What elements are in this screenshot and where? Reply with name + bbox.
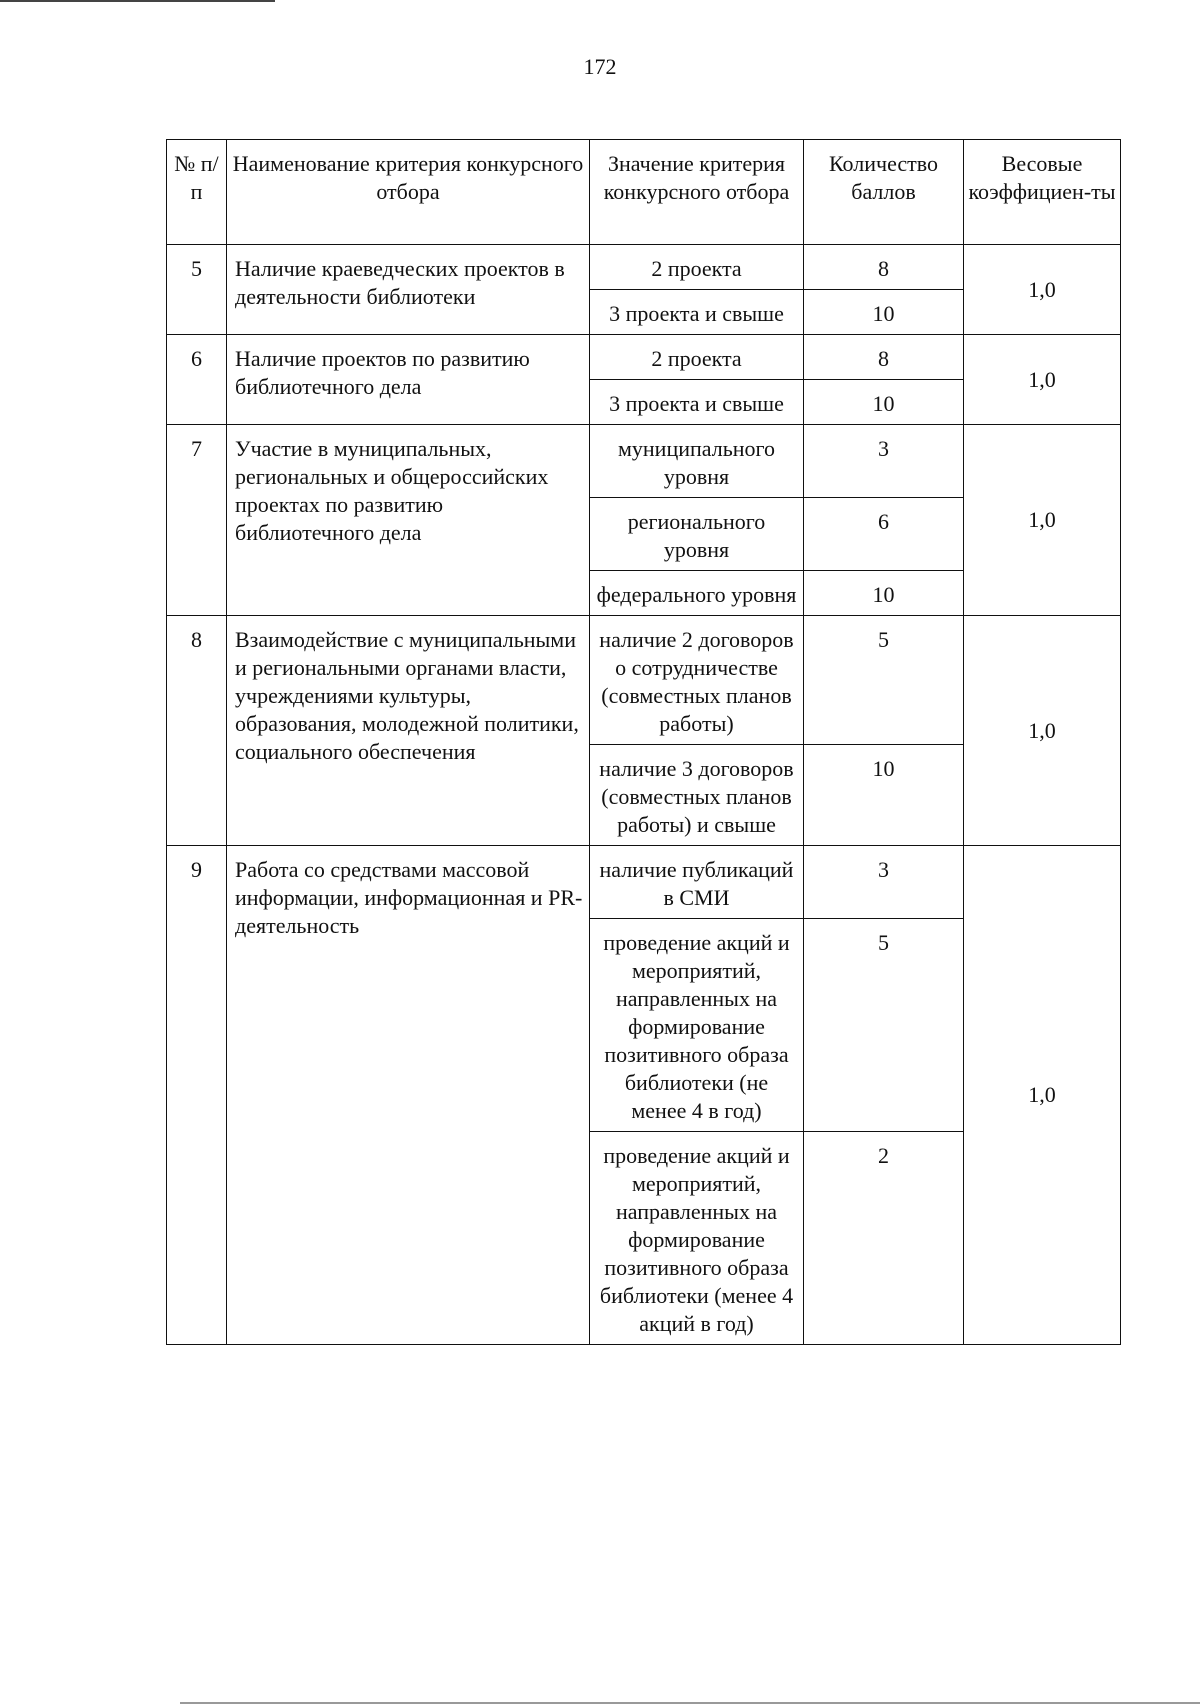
criterion-value: наличие 3 договоров (совместных планов работы) и свыше <box>590 745 804 846</box>
weight-value: 1,0 <box>964 616 1121 846</box>
header-number: № п/п <box>167 140 227 245</box>
criterion-name: Участие в муниципальных, региональных и общероссийских проектах по развитию библиотечного дела <box>227 425 590 616</box>
weight-value: 1,0 <box>964 846 1121 1345</box>
weight-value: 1,0 <box>964 425 1121 616</box>
criterion-name: Работа со средствами массовой информации, информационная и PR-деятельность <box>227 846 590 1345</box>
criterion-value: 2 проекта <box>590 245 804 290</box>
table-header-row <box>167 140 1121 245</box>
criterion-name: Взаимодействие с муниципальными и региональными органами власти, учреждениями культуры, образования, молодежной политики, социального обеспечения <box>227 616 590 846</box>
criterion-value: проведение акций и мероприятий, направленных на формирование позитивного образа библиотеки (не менее 4 в год) <box>590 919 804 1132</box>
points-value: 6 <box>804 498 964 571</box>
row-number: 5 <box>167 245 227 335</box>
criterion-value: проведение акций и мероприятий, направленных на формирование позитивного образа библиотеки (менее 4 акций в год) <box>590 1132 804 1345</box>
criteria-table <box>166 139 1121 1345</box>
criterion-value: муниципального уровня <box>590 425 804 498</box>
weight-value: 1,0 <box>964 245 1121 335</box>
scan-edge-line <box>0 0 275 2</box>
points-value: 5 <box>804 616 964 745</box>
criterion-value: 3 проекта и свыше <box>590 290 804 335</box>
criterion-value: регионального уровня <box>590 498 804 571</box>
row-number: 7 <box>167 425 227 616</box>
criterion-value: федерального уровня <box>590 571 804 616</box>
points-value: 3 <box>804 425 964 498</box>
table-row <box>167 245 1121 290</box>
table-row <box>167 846 1121 919</box>
points-value: 5 <box>804 919 964 1132</box>
criterion-name: Наличие краеведческих проектов в деятельности библиотеки <box>227 245 590 335</box>
points-value: 10 <box>804 745 964 846</box>
table-row <box>167 616 1121 745</box>
weight-value: 1,0 <box>964 335 1121 425</box>
points-value: 8 <box>804 245 964 290</box>
header-criterion-name: Наименование критерия конкурсного отбора <box>227 140 590 245</box>
points-value: 3 <box>804 846 964 919</box>
criterion-name: Наличие проектов по развитию библиотечного дела <box>227 335 590 425</box>
header-points: Количество баллов <box>804 140 964 245</box>
row-number: 9 <box>167 846 227 1345</box>
page-number: 172 <box>583 54 617 79</box>
row-number: 6 <box>167 335 227 425</box>
scan-edge-line <box>180 1702 1200 1704</box>
header-criterion-value: Значение критерия конкурсного отбора <box>590 140 804 245</box>
points-value: 10 <box>804 380 964 425</box>
table-row <box>167 335 1121 380</box>
points-value: 10 <box>804 571 964 616</box>
criterion-value: наличие публикаций в СМИ <box>590 846 804 919</box>
points-value: 10 <box>804 290 964 335</box>
table-row <box>167 425 1121 498</box>
criterion-value: 3 проекта и свыше <box>590 380 804 425</box>
criterion-value: наличие 2 договоров о сотрудничестве (совместных планов работы) <box>590 616 804 745</box>
points-value: 2 <box>804 1132 964 1345</box>
points-value: 8 <box>804 335 964 380</box>
row-number: 8 <box>167 616 227 846</box>
header-weight: Весовые коэффициен-ты <box>964 140 1121 245</box>
criterion-value: 2 проекта <box>590 335 804 380</box>
